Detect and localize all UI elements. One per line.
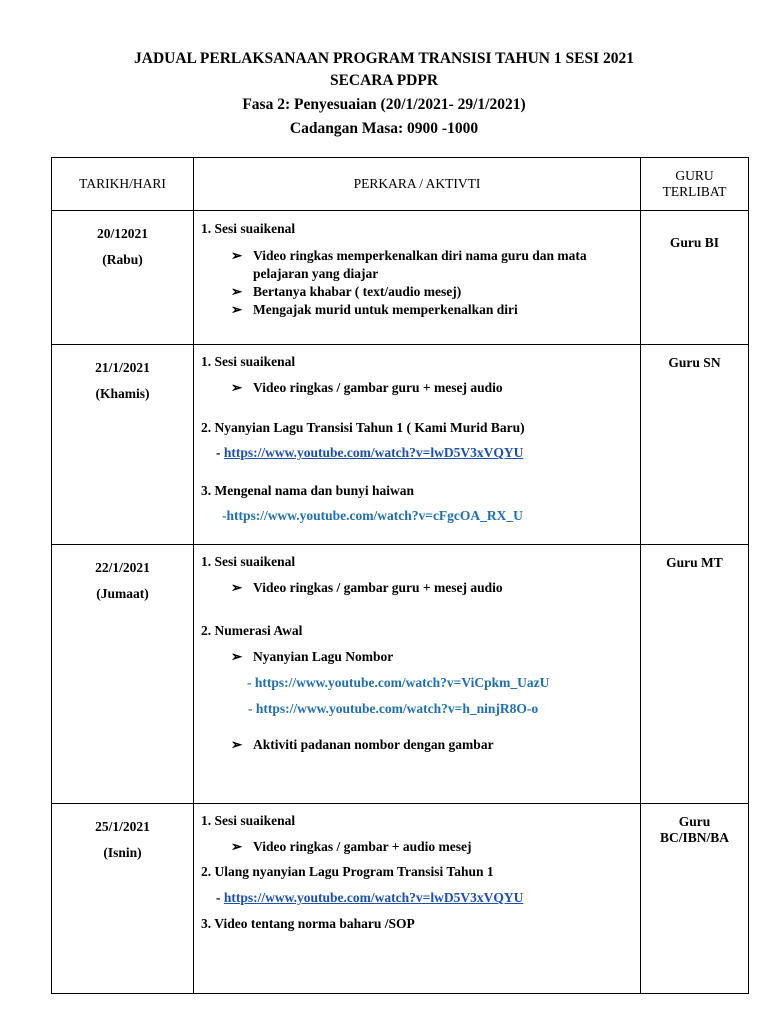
youtube-link[interactable]: https://www.youtube.com/watch?v=lwD5V3xVQYU	[223, 890, 524, 905]
arrowhead-bullet-icon: ➢	[231, 248, 243, 263]
list-item-text: Mengajak murid untuk memperkenalkan diri	[253, 302, 518, 317]
list-item	[231, 284, 461, 300]
date-text: 21/1/2021	[95, 360, 150, 375]
table-row	[52, 345, 749, 545]
list-item-text: Bertanya khabar ( text/audio mesej)	[253, 284, 462, 299]
date-text: 20/12021	[96, 226, 148, 241]
link-line	[216, 890, 523, 906]
list-item	[231, 839, 471, 855]
activity-item: 1. Sesi suaikenal	[201, 554, 296, 569]
link-dash: -	[216, 890, 224, 905]
youtube-link-text[interactable]: - https://www.youtube.com/watch?v=ViCpkm_UazU	[247, 675, 550, 690]
teacher-cell: Guru SN	[641, 345, 749, 545]
list-item-text: Video ringkas / gambar + audio mesej	[253, 839, 472, 854]
arrowhead-bullet-icon: ➢	[231, 580, 243, 595]
teacher-line2: BC/IBN/BA	[659, 830, 730, 845]
arrowhead-bullet-icon: ➢	[231, 649, 243, 664]
activity-item: 3. Video tentang norma baharu /SOP	[201, 916, 415, 931]
day-text: (Khamis)	[95, 386, 150, 401]
phase-heading: Fasa 2: Penyesuaian (20/1/2021- 29/1/2021)	[242, 96, 526, 113]
day-text: (Jumaat)	[96, 586, 149, 601]
list-item	[231, 737, 494, 753]
header-activity: PERKARA / AKTIVTI	[194, 158, 641, 211]
activity-content	[194, 545, 640, 803]
teacher-cell: Guru MT	[641, 545, 749, 804]
activity-content	[194, 804, 640, 993]
link-line	[216, 445, 523, 461]
header-teacher-line2: TERLIBAT	[662, 184, 727, 199]
teacher-line1: Guru	[678, 814, 711, 829]
list-item-continuation: pelajaran yang diajar	[253, 266, 379, 281]
activity-content	[194, 211, 640, 344]
table-row	[52, 545, 749, 804]
table-header-row	[52, 158, 749, 211]
schedule-table	[51, 157, 749, 994]
activity-item: 2. Nyanyian Lagu Transisi Tahun 1 ( Kami Murid Baru)	[201, 420, 525, 435]
activity-cell	[194, 545, 641, 804]
header-teacher-line1: GURU	[675, 168, 714, 183]
header-teacher	[641, 158, 749, 211]
document-title: JADUAL PERLAKSANAAN PROGRAM TRANSISI TAHUN 1 SESI 2021	[134, 50, 634, 67]
activity-item: 1. Sesi suaikenal	[201, 813, 296, 828]
activity-item: 3. Mengenal nama dan bunyi haiwan	[201, 483, 415, 498]
activity-item: 1. Sesi suaikenal	[201, 221, 296, 236]
activity-content	[194, 345, 640, 544]
list-item	[231, 580, 503, 596]
table-row	[52, 211, 749, 345]
arrowhead-bullet-icon: ➢	[231, 302, 243, 317]
date-text: 25/1/2021	[95, 819, 150, 834]
list-item-text: Video ringkas / gambar guru + mesej audio	[253, 580, 503, 595]
link-dash: -	[216, 445, 224, 460]
youtube-link[interactable]: https://www.youtube.com/watch?v=lwD5V3xVQYU	[223, 445, 524, 460]
list-item	[231, 302, 518, 318]
table-row	[52, 804, 749, 994]
list-item-text: Aktiviti padanan nombor dengan gambar	[253, 737, 494, 752]
activity-cell	[194, 211, 641, 345]
list-item-text: Video ringkas memperkenalkan diri nama guru dan mata	[253, 248, 587, 263]
activity-item: 1. Sesi suaikenal	[201, 354, 296, 369]
date-cell	[52, 211, 194, 345]
arrowhead-bullet-icon: ➢	[231, 839, 243, 854]
list-item-text: Nyanyian Lagu Nombor	[253, 649, 394, 664]
youtube-link-text[interactable]: -https://www.youtube.com/watch?v=cFgcOA_RX_U	[222, 508, 523, 523]
arrowhead-bullet-icon: ➢	[231, 380, 243, 395]
youtube-link-text[interactable]: - https://www.youtube.com/watch?v=h_ninjR8O-o	[248, 701, 539, 716]
list-item-text: Video ringkas / gambar guru + mesej audio	[253, 380, 503, 395]
date-cell	[52, 804, 194, 994]
activity-item: 2. Ulang nyanyian Lagu Program Transisi Tahun 1	[201, 864, 494, 879]
date-text: 22/1/2021	[95, 560, 150, 575]
list-item	[231, 248, 587, 264]
arrowhead-bullet-icon: ➢	[231, 737, 243, 752]
date-cell	[52, 545, 194, 804]
activity-cell	[194, 804, 641, 994]
document-subtitle: SECARA PDPR	[329, 72, 439, 89]
arrowhead-bullet-icon: ➢	[231, 284, 243, 299]
day-text: (Rabu)	[102, 252, 143, 267]
teacher-cell: Guru BI	[641, 211, 749, 345]
activity-item: 2. Numerasi Awal	[201, 623, 303, 638]
activity-cell	[194, 345, 641, 545]
list-item	[231, 380, 503, 396]
header-date: TARIKH/HARI	[52, 158, 194, 211]
date-cell	[52, 345, 194, 545]
day-text: (Isnin)	[103, 845, 142, 860]
teacher-cell	[641, 804, 749, 994]
list-item	[231, 649, 393, 665]
time-heading: Cadangan Masa: 0900 -1000	[289, 120, 479, 137]
